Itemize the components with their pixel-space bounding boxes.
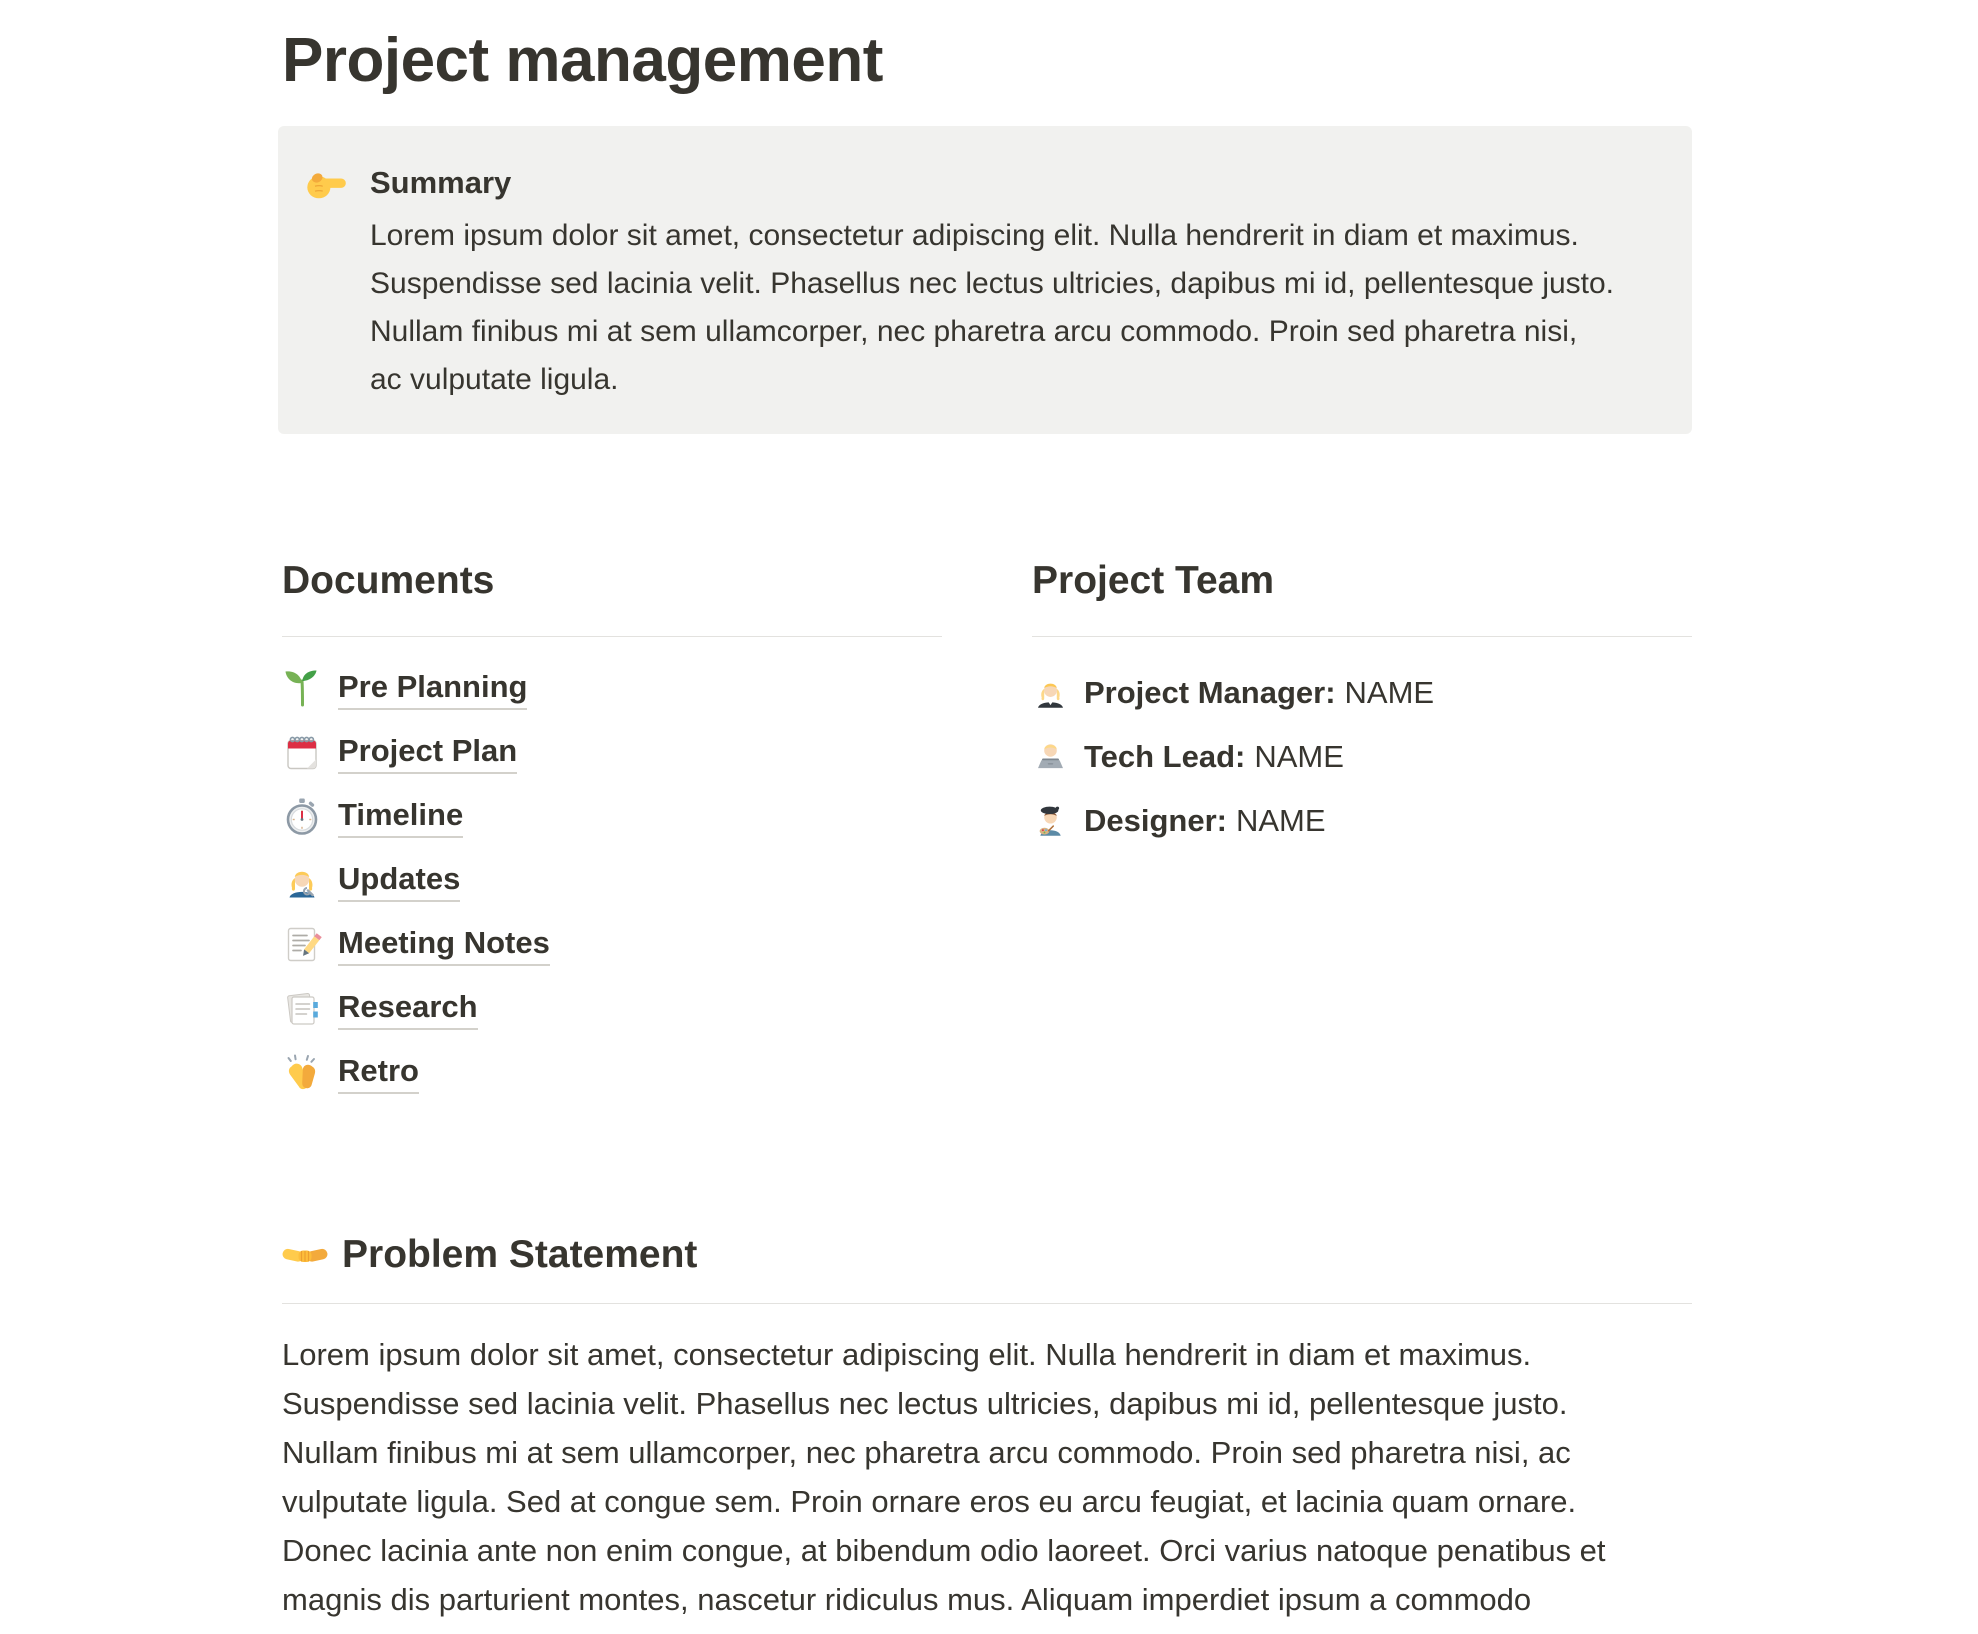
- doc-link-label: Timeline: [338, 795, 463, 838]
- team-member-name: NAME: [1254, 738, 1344, 774]
- doc-link-project-plan[interactable]: [282, 721, 942, 785]
- team-member-role: Project Manager:: [1084, 674, 1336, 710]
- doc-link-updates[interactable]: [282, 849, 942, 913]
- team-member-designer: [1032, 789, 1692, 853]
- handshake-icon: [282, 1232, 328, 1278]
- doc-link-label: Retro: [338, 1051, 419, 1094]
- doc-link-timeline[interactable]: [282, 785, 942, 849]
- project-team-list: [1032, 661, 1692, 853]
- doc-link-label: Pre Planning: [338, 667, 527, 710]
- doc-link-research[interactable]: [282, 977, 942, 1041]
- seedling-icon: [282, 669, 322, 709]
- problem-statement-heading: [282, 1231, 1692, 1304]
- doc-link-label: Meeting Notes: [338, 923, 550, 966]
- doc-link-retro[interactable]: [282, 1041, 942, 1105]
- page-content: [282, 0, 1692, 1624]
- team-member-project-manager: [1032, 661, 1692, 725]
- woman-office-worker-icon: [1032, 674, 1069, 711]
- doc-link-label: Research: [338, 987, 478, 1030]
- team-member-role: Designer:: [1084, 802, 1227, 838]
- documents-column: [282, 558, 942, 1105]
- pointing-right-icon: [304, 162, 348, 206]
- clapping-hands-icon: [282, 1053, 322, 1093]
- summary-body: Lorem ipsum dolor sit amet, consectetur adipiscing elit. Nulla hendrerit in diam et maximus. Suspendisse sed lacinia velit. Phasellus nec lectus ultricies, dapibus mi id, pellentesque justo. Nullam finibus mi at sem ullamcorper, nec pharetra arcu commodo. Proin sed pharetra nisi, ac vulputate ligula.: [370, 218, 1615, 396]
- memo-icon: [282, 925, 322, 965]
- doc-link-pre-planning[interactable]: [282, 657, 942, 721]
- man-artist-icon: [1032, 802, 1069, 839]
- problem-statement-body: Lorem ipsum dolor sit amet, consectetur adipiscing elit. Nulla hendrerit in diam et maximus. Suspendisse sed lacinia velit. Phasellus nec lectus ultricies, dapibus mi id, pellentesque justo. Nullam finibus mi at sem ullamcorper, nec pharetra arcu commodo. Proin sed pharetra nisi, ac vulputate ligula. Sed at congue sem. Proin ornare eros eu arcu feugiat, et lacinia quam ornare. Donec lacinia ante non enim congue, at bibendum odio laoreet. Orci varius natoque penatibus et magnis dis parturient montes, nascetur ridiculus mus. Aliquam imperdiet ipsum a commodo: [282, 1336, 1606, 1617]
- documents-heading: Documents: [282, 558, 942, 637]
- spiral-calendar-icon: [282, 733, 322, 773]
- woman-mechanic-icon: [282, 861, 322, 901]
- two-column-section: [282, 558, 1692, 1105]
- bookmark-tabs-icon: [282, 989, 322, 1029]
- doc-link-label: Updates: [338, 859, 460, 902]
- doc-link-label: Project Plan: [338, 731, 517, 774]
- problem-statement-section: [282, 1231, 1692, 1624]
- team-member-name: NAME: [1235, 802, 1326, 838]
- documents-list: [282, 657, 942, 1105]
- page-title: Project management: [282, 26, 883, 95]
- team-member-tech-lead: [1032, 725, 1692, 789]
- project-team-column: [1032, 558, 1692, 1105]
- project-team-heading: Project Team: [1032, 558, 1692, 637]
- summary-callout: [278, 126, 1692, 434]
- summary-title: Summary: [370, 164, 512, 200]
- team-member-name: NAME: [1344, 674, 1435, 710]
- doc-link-meeting-notes[interactable]: [282, 913, 942, 977]
- stopwatch-icon: [282, 797, 322, 837]
- problem-statement-heading-text: Problem Statement: [342, 1232, 698, 1276]
- summary-callout-content: [370, 162, 1615, 404]
- man-technologist-icon: [1032, 738, 1069, 775]
- team-member-role: Tech Lead:: [1084, 738, 1246, 774]
